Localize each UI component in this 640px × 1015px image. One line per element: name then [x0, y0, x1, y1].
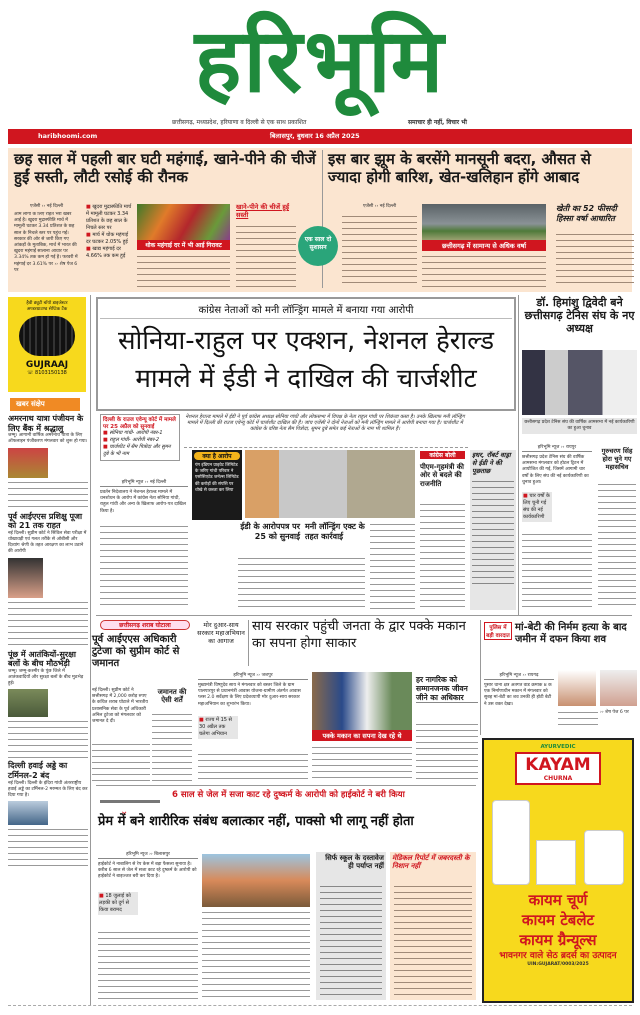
image-caption: थोक महंगाई दर में भी आई गिरावट — [137, 240, 230, 250]
bullet: ■ चार्जशीट में सैम पित्रोदा और सुमन दुबे के भी नाम — [103, 444, 177, 458]
allegation-box — [192, 450, 242, 520]
kayam-ad[interactable] — [482, 738, 634, 1003]
article-body: आम लोगों के लिए राहत भरी खबर आई है। खुदरा मुद्रास्फीति मार्च में मामूली घटकर 3.34 प्रतिशत के छह साल के निचले स्तर पर पहुंच गई। सरकार की ओर से जारी किए गए आंकड़ों के मुताबिक, मार्च में भारत की खुदरा महंगाई सालाना आधार पर 3.34% तक कम हो गई है। फरवरी में महंगाई दर 3.61% पर ›› शेष पेज 6 पर — [14, 212, 78, 273]
side-headline: खाने-पीने की चीजें हुईं सस्ती — [236, 203, 290, 219]
vadra-box — [470, 450, 516, 610]
ad-text: हैवी ड्यूटी बॉयो डाइजेस्टर — [26, 301, 68, 306]
court-headline: प्रेम में बने शारीरिक संबंध बलात्कार नहीं, पाक्सो भी लागू नहीं होता — [98, 814, 414, 829]
subhead: ईडी के आरोपपत्र पर 25 को सुनवाई — [240, 522, 300, 541]
victim-photo — [600, 670, 637, 706]
ad-line: कायम टेबलेट — [521, 911, 595, 929]
section-label: खबर संक्षेप — [10, 398, 80, 411]
side-headline: जमानत की ऐसी शर्तें — [157, 688, 187, 705]
byline: हरिभूमि न्यूज ›› नई दिल्ली — [100, 480, 188, 487]
news-briefs — [8, 414, 88, 867]
brief-body: जम्मू। आगामी वार्षिक अमरनाथ यात्रा के लिए ऑफलाइन पंजीकरण मंगलवार को शुरू हो गया। — [8, 433, 88, 445]
hearing-box — [100, 414, 180, 461]
side-headline: सिर्फ स्कूल के दस्तावेज ही पर्याप्त नहीं — [325, 854, 384, 871]
congress-headline: पीएम-गृहमंत्री की ओर से बदले की राजनीति — [420, 463, 464, 488]
continued-link[interactable]: ›› शेष पेज 6 पर — [600, 710, 629, 715]
tennis-ceremony-photo — [522, 350, 637, 415]
product-jar — [584, 830, 624, 885]
vadra-headline: इधर, रॉबर्ट वाड्रा से ईडी ने की पूछताछ — [472, 451, 511, 475]
court-kicker: 6 साल से जेल में सजा काट रहे दुष्कर्म के आरोपी को हाईकोर्ट ने बरी किया — [172, 790, 405, 800]
bullet: ■ सोनिया गांधी- आरोपी नंबर-1 — [103, 430, 177, 437]
court-bullet: ■ 18 जुलाई को लड़की को दुर्ग से किया बरामद — [98, 892, 138, 915]
date-bar — [8, 129, 632, 144]
sai-headline: साय सरकार पहुंची जनता के द्वार पक्के मकान का सपना होगा साकार — [252, 619, 466, 651]
bullet: ■ खुदरा मुद्रास्फीति मार्च में मामूली घटकर 3.34 प्रतिशत के छह साल के निचले स्तर पर — [86, 204, 134, 232]
gujraaj-ad[interactable]: हैवी ड्यूटी बॉयो डाइजेस्टर अण्डरग्राउण्ड सेप्टिक टैंक GUJRAAJ ☏ 8103150138 — [8, 297, 86, 392]
image-caption: छत्तीसगढ़ प्रदेश टेनिस संघ की वार्षिक आमसभा में नई कार्यकारिणी का हुआ चुनाव — [522, 418, 637, 434]
victim-photo — [558, 670, 596, 706]
pilgrims-photo — [8, 448, 48, 478]
allegation-text: यंग इंडियन प्राइवेट लिमिटेड के जरिए गांधी परिवार ने एसोसिएटेड जर्नल्स लिमिटेड की करोड़ों की संपत्ति पर धोखे से कब्जा कर लिया — [195, 463, 239, 493]
divider — [100, 800, 160, 803]
tagline-left: छत्तीसगढ़, मध्यप्रदेश, हरियाणा व दिल्ली से एक साथ प्रकाशित — [172, 119, 307, 126]
tuteja-body: नई दिल्ली। सुप्रीम कोर्ट ने छत्तीसगढ़ में 2,000 करोड़ रुपए के कथित शराब घोटाले में भारतीय प्रशासनिक सेवा के पूर्व अधिकारी अनिल टुटेजा को मंगलवार को जमानत दे दी। — [92, 688, 148, 725]
box-headline: दिल्ली के राउज एवेन्यू कोर्ट में मामले पर 25 अप्रैल को सुनवाई — [103, 417, 176, 430]
security-forces-photo — [8, 689, 48, 717]
top-right-headline: इस बार झूम के बरसेंगे मानसूनी बदरा, औसत से ज्यादा होगी बारिश, खेत-खलिहान होंगे आबाद — [328, 150, 591, 186]
sonia-rahul-photo — [245, 450, 415, 518]
side-headline: खेती का 52 फीसदी हिस्सा वर्षा आधारित — [556, 204, 617, 223]
ad-text: अण्डरग्राउण्ड सेप्टिक टैंक — [26, 307, 68, 312]
tennis-headline: डॉ. हिमांशु द्विवेदी बने छत्तीसगढ़ टेनिस संघ के नए अध्यक्ष — [524, 296, 635, 336]
tagline-right: समाचार ही नहीं, विचार भी — [408, 119, 467, 126]
high-court-photo — [202, 854, 310, 907]
image-caption: छत्तीसगढ़ में सामान्य से अधिक वर्षा — [422, 240, 546, 251]
byline: एजेंसी ›› नई दिल्ली — [29, 204, 64, 209]
byline: हरिभूमि न्यूज ›› रायगढ़ — [484, 673, 554, 680]
housing-photo — [312, 672, 412, 730]
murder-body: पुसौर थाना क्षेत्र अंतर्गत वार्ड क्रमांक 8 के एक निर्माणाधीन मकान में मंगलवार को सुबह मां-बेटी का शव उनकी ही होटी बेटी ने उस वक्त देखा। — [484, 683, 552, 707]
lead-headline: सोनिया-राहुल पर एक्शन, नेशनल हेराल्ड मामले में ईडी ने दाखिल की चार्जशीट — [117, 326, 495, 394]
airplane-photo — [8, 801, 48, 825]
byline: एजेंसी ›› नई दिल्ली — [362, 204, 397, 209]
brief-headline: दिल्ली हवाई अड्डे का टर्मिनल-2 बंद — [8, 761, 68, 780]
ad-sub: CHURNA — [543, 775, 573, 782]
ad-line: कायम चूर्ण — [528, 891, 588, 909]
ad-brand: GUJRAAJ — [25, 360, 69, 370]
product-bottle — [492, 800, 530, 885]
brief-body: नई दिल्ली। दिल्ली के इंदिरा गांधी अंतरराष्ट्रीय हवाई अड्डे का टर्मिनल-2 मरम्मत के लिए बंद कर दिया गया है। — [8, 780, 88, 798]
ad-uin: UIN:GUJARAT/0003/2025 — [527, 962, 589, 967]
side-headline: मेडिकल रिपोर्ट में जबरदस्ती के निशान नहीं — [392, 854, 470, 871]
brief-headline: पूंछ में आतंकियों-सुरक्षा बलों के बीच मौठभेड़ी — [8, 649, 76, 669]
brief-body: नई दिल्ली। सुप्रीम कोर्ट ने सिविल सेवा परीक्षा में धोखाधड़ी एवं गलत तरीके से ओबीसी और दिव्यांग श्रेणी के तहत आरक्षण का लाभ उठाने की आरोपी — [8, 530, 87, 555]
byline: हरिभूमि न्यूज ›› रायपुर — [522, 445, 592, 452]
section-kicker: छत्तीसगढ़ शराब घोटाला — [100, 620, 190, 630]
tennis-bullet: ■ चार वर्षों के लिए चुनी गई संघ की नई कार्यकारिणी — [522, 492, 552, 522]
court-body: हाईकोर्ट ने नाबालिग से रेप केस में बड़ा फैसला सुनाया है। करीब 6 साल से जेल में सजा काट रहे दुष्कर्म के आरोपी को हाईकोर्ट ने बाइज्जत बरी कर दिया है। — [98, 862, 197, 880]
congress-label: कांग्रेस बोली — [420, 451, 465, 459]
lead-summary: नेशनल हेराल्ड मामले में ईडी ने पूर्व कांग्रेस अध्यक्ष सोनिया गांधी और लोकसभा में विपक्ष के नेता राहुल गांधी पर शिकंजा कसा है। उनके खिलाफ मनी लॉन्ड्रिंग मामले में दिल्ली की राउज एवेन्यू कोर्ट में चार्जशीट दाखिल की है। जांच एजेंसी ने दोनों नेताओं को मनी लॉन्ड्रिंग मामले में आरोपी बनाया गया है। चार्जशीट में कांग्रेस के वरिष्ठ नेता सैम पित्रोदा, सुमन दुबे समेत कई नेताओं के नाम भी शामिल हैं। — [185, 414, 465, 433]
anniversary-badge: एक साल दो सुशासन — [298, 226, 338, 266]
allegation-label: क्या है आरोप — [194, 452, 240, 460]
sai-bullet: ■ राज्य में 15 से 30 अप्रैल तक चलेगा अभियान — [198, 716, 238, 739]
masthead-logo: हरिभूमि — [194, 9, 446, 112]
dateline: बिलासपुर, बुधवार 16 अप्रैल 2025 — [270, 132, 360, 140]
murder-headline: मां-बेटी की निर्मम हत्या के बाद जमीन में दफन किया शव — [515, 622, 627, 645]
subhead: मनी लॉन्ड्रिंग एक्ट के तहत कार्रवाई — [305, 522, 365, 541]
ad-brand: KAYAM — [525, 755, 591, 775]
chevron-down-icon: ⌄ — [120, 806, 129, 817]
ad-maker: भावनगर वाले सेठ ब्रदर्स का उत्पादन — [499, 951, 617, 961]
vegetables-photo — [137, 204, 230, 240]
byline: हरिभूमि न्यूज ›› जशपुर — [198, 673, 308, 680]
website-link[interactable]: haribhoomi.com — [38, 132, 98, 140]
bullet: ■ राहुल गांधी- आरोपी नंबर-2 — [103, 437, 177, 444]
sai-body: मुख्यमंत्री विष्णुदेव साय ने मंगलवार को बस्तर जिले के ग्राम पालपारपुर से प्रधानमंत्री आवास योजना-ग्रामीण अंतर्गत आवास प्लस 2.0 सर्वेक्षण के लिए प्रदेशव्यापी मोर दुआर-साय सरकार महाअभियान का शुभारंभ किया। — [198, 683, 301, 707]
septic-tank-image — [19, 316, 75, 356]
bullet: ■ मार्च में थोक महंगाई दर घटकर 2.05% हुई — [86, 232, 134, 246]
sai-kicker: मोर दुआर-साय सरकार महाअभियान का आगाज — [197, 621, 245, 645]
byline: हरिभूमि न्यूज ›› बिलासपुर — [98, 852, 198, 859]
ad-phone: 8103150138 — [35, 370, 67, 376]
top-left-headline: छह साल में पहली बार घटी महंगाई, खाने-पीने की चीजें हुईं सस्ती, लौटी रसोई की रौनक — [14, 150, 316, 186]
lead-kicker: कांग्रेस नेताओं को मनी लॉन्ड्रिंग मामले में बनाया गया आरोपी — [100, 302, 512, 319]
lead-body: प्रवर्तन निदेशालय ने नेशनल हेराल्ड मामले में धनशोधन के आरोप में कांग्रेस नेता सोनिया गांधी, राहुल गांधी और अन्य के खिलाफ आरोप-पत्र दाखिल किया है। — [100, 490, 186, 514]
brief-body: जम्मू। जम्मू-कश्मीर के पुंछ जिले में आतंकवादियों और सुरक्षा बलों के बीच मुठभेड़ हुई। — [8, 668, 84, 687]
tennis-body: छत्तीसगढ़ प्रदेश टेनिस संघ की वार्षिक आमसभा मंगलवार को होटल ट्रिटन में आयोजित की गई, जिसमें आगामी चार वर्षों के लिए संघ की नई कार्यकारिणी का चुनाव हुआ। — [522, 455, 589, 485]
section-kicker: पुलिस में बड़ी वारदात — [484, 622, 512, 640]
bullet: ■ खाद्य महंगाई दर 4.66% तक कम हुई — [86, 246, 134, 260]
ad-tag: AYURVEDIC — [540, 744, 576, 750]
monsoon-clouds-photo — [422, 204, 546, 240]
side-headline: गुरुचरण सिंह होरा चुने गए महासचिव — [601, 447, 633, 471]
brief-headline: अमरनाथ यात्रा पंजीयन के लिए बैंक में श्रद्धालु — [8, 414, 84, 433]
brief-headline: पूर्व आईएएस प्रशिक्षु पूजा को 21 तक राहत — [8, 511, 83, 531]
ad-line: कायम ग्रैन्यूल्स — [519, 931, 597, 949]
bullet-list — [86, 204, 134, 260]
side-headline: हर नागरिक को सम्मानजनक जीवन जीने का अधिकार — [416, 675, 478, 703]
image-caption: पक्के मकान का सपना देख रहे थे — [312, 730, 412, 741]
product-box — [536, 840, 576, 885]
tuteja-headline: पूर्व आईएएस अधिकारी टुटेजा को सुप्रीम कोर्ट से जमानत — [92, 634, 180, 669]
puja-photo — [8, 558, 43, 598]
